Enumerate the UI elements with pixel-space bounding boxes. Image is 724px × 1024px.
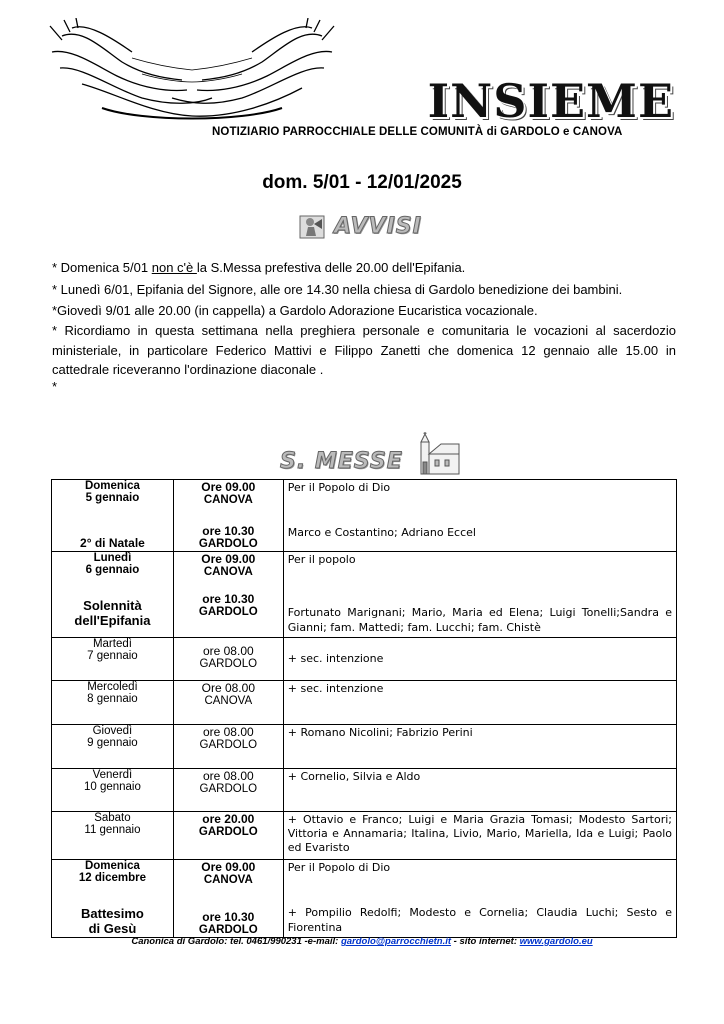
notice-item: * Domenica 5/01 non c'è la S.Messa prefestiva delle 20.00 dell'Epifania. xyxy=(52,260,466,275)
table-row xyxy=(52,860,677,938)
table-row xyxy=(52,812,677,860)
day-cell: Lunedì 6 gennaio Solennità dell'Epifania xyxy=(52,552,174,638)
table-row xyxy=(52,480,677,552)
website-link[interactable]: www.gardolo.eu xyxy=(519,936,593,947)
intention-cell: + Ottavio e Franco; Luigi e Maria Grazia Tomasi; Modesto Sartori; Vittoria e Annamaria; Italina, Livio, Mario, Mariella, Ida e Luigi; Paolo ed Evaristo xyxy=(283,812,676,860)
masthead-title: INSIEME xyxy=(427,74,674,128)
time-cell: ore 08.00 GARDOLO xyxy=(173,638,283,681)
table-row xyxy=(52,552,677,638)
intention-cell: Per il popolo Fortunato Marignani; Mario, Maria ed Elena; Luigi Tonelli;Sandra e Gianni; fam. Mattedi; fam. Lucchi; fam. Chistè xyxy=(283,552,676,638)
messe-heading xyxy=(280,432,461,476)
church-icon xyxy=(411,432,461,476)
intention-cell: Per il Popolo di Dio Marco e Costantino; Adriano Eccel xyxy=(283,480,676,552)
intention-cell: + sec. intenzione xyxy=(283,681,676,725)
time-cell: ore 20.00 GARDOLO xyxy=(173,812,283,860)
intention-cell: + sec. intenzione xyxy=(283,638,676,681)
bulletin-subtitle: NOTIZIARIO PARROCCHIALE DELLE COMUNITÀ di GARDOLO e CANOVA xyxy=(212,126,623,138)
day-cell: Venerdì 10 gennaio xyxy=(52,769,174,812)
day-cell: Martedì 7 gennaio xyxy=(52,638,174,681)
day-cell: Giovedì 9 gennaio xyxy=(52,725,174,769)
notice-item: * xyxy=(52,378,58,394)
time-cell: Ore 08.00 CANOVA xyxy=(173,681,283,725)
day-cell: Sabato 11 gennaio xyxy=(52,812,174,860)
time-cell: Ore 09.00 CANOVA ore 10.30 GARDOLO xyxy=(173,480,283,552)
table-row xyxy=(52,638,677,681)
avvisi-heading xyxy=(298,211,422,241)
contact-footer: Canonica di Gardolo: tel. 0461/990231 -e-mail: gardolo@parrocchietn.it - sito internet: www.gardolo.eu xyxy=(131,936,593,947)
mass-schedule-table xyxy=(51,479,677,938)
time-cell: ore 08.00 GARDOLO xyxy=(173,769,283,812)
intention-cell: + Cornelio, Silvia e Aldo xyxy=(283,769,676,812)
time-cell: Ore 09.00 CANOVA ore 10.30 GARDOLO xyxy=(173,860,283,938)
time-cell: Ore 09.00 CANOVA ore 10.30 GARDOLO xyxy=(173,552,283,638)
messe-title: S. MESSE xyxy=(280,449,403,474)
notice-item: * Ricordiamo in questa settimana nella preghiera personale e comunitaria le vocazioni al sacerdozio ministeriale, in particolare Federico Mattivi e Filippo Zanetti che domenica 12 gennaio alle 15.00 in cattedrale riceveranno l'ordinazione diaconale . xyxy=(52,323,676,377)
day-cell: Domenica 5 gennaio 2° di Natale xyxy=(52,480,174,552)
notices-list xyxy=(52,258,676,394)
email-link[interactable]: gardolo@parrocchietn.it xyxy=(340,936,452,947)
time-cell: ore 08.00 GARDOLO xyxy=(173,725,283,769)
intention-cell: + Romano Nicolini; Fabrizio Perini xyxy=(283,725,676,769)
megaphone-person-icon xyxy=(298,212,326,240)
hands-logo-icon xyxy=(42,18,342,130)
day-cell: Mercoledì 8 gennaio xyxy=(52,681,174,725)
notice-item: *Giovedì 9/01 alle 20.00 (in cappella) a Gardolo Adorazione Eucaristica vocazionale. xyxy=(52,302,538,318)
table-row xyxy=(52,681,677,725)
table-row xyxy=(52,769,677,812)
bulletin-date: dom. 5/01 - 12/01/2025 xyxy=(262,172,462,193)
avvisi-title: AVVISI xyxy=(334,213,422,239)
day-cell: Domenica 12 dicembre Battesimo di Gesù xyxy=(52,860,174,938)
table-row xyxy=(52,725,677,769)
notice-item: * Lunedì 6/01, Epifania del Signore, alle ore 14.30 nella chiesa di Gardolo benedizione dei bambini. xyxy=(52,281,623,297)
intention-cell: Per il Popolo di Dio + Pompilio Redolfi; Modesto e Cornelia; Claudia Luchi; Sesto e Fiorentina xyxy=(283,860,676,938)
